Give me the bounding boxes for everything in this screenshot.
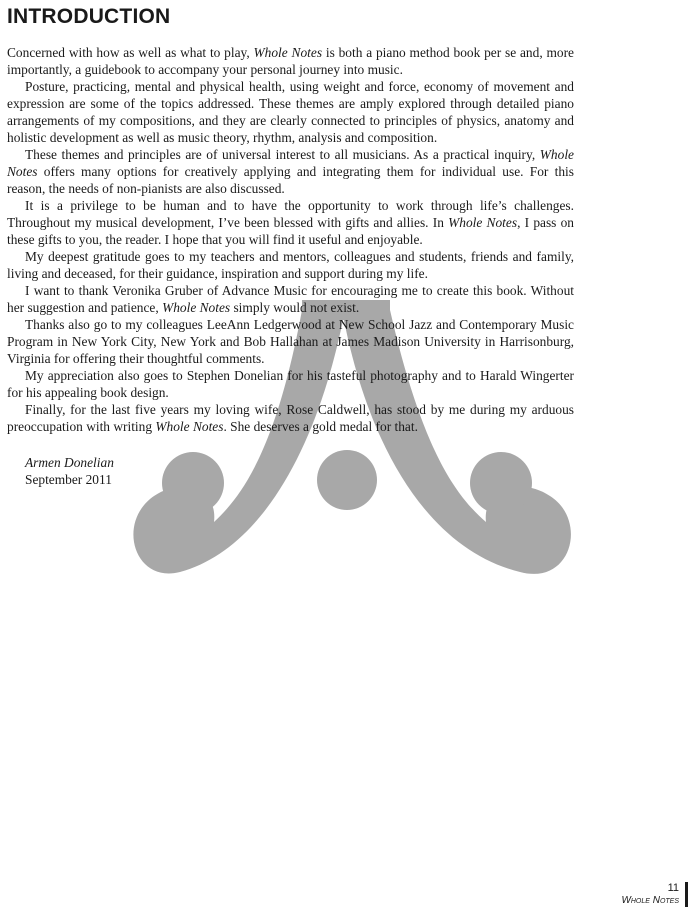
text-run: , I pass on these gifts to you, the reader. I hope that you will find it useful and enjoyable. [7, 215, 574, 247]
text-run: Thanks also go to my colleagues LeeAnn Ledgerwood at New School Jazz and Contemporary Music Program in New York City, New York and Bob Hallahan at James Madison University in Harrisonburg, Virginia for offering their thoughtful comments. [7, 317, 574, 366]
text-run: . She deserves a gold medal for that. [223, 419, 418, 434]
paragraph [7, 146, 574, 197]
text-run: Finally, for the last five years my loving wife, Rose Caldwell, has stood by me during my arduous preoccupation with writing [7, 402, 574, 434]
running-book-title: Whole Notes [621, 895, 679, 906]
page-number: 11 [667, 882, 679, 894]
page-footer [621, 882, 688, 907]
text-run: simply would not exist. [230, 300, 360, 315]
paragraph [7, 316, 574, 367]
text-run: is both a piano method book per se and, more importantly, a guidebook to accompany your personal journey into music. [7, 45, 574, 77]
paragraph [7, 197, 574, 248]
signature-block [25, 454, 114, 488]
book-title-italic: Whole Notes [155, 419, 224, 434]
signature-date: September 2011 [25, 472, 112, 487]
text-run: I want to thank Veronika Gruber of Advance Music for encouraging me to create this book. Without her suggestion and patience, [7, 283, 574, 315]
paragraph [7, 44, 574, 78]
paragraph [7, 367, 574, 401]
text-run: These themes and principles are of universal interest to all musicians. As a practical inquiry, [25, 147, 540, 162]
book-title-italic: Whole Notes [162, 300, 231, 315]
paragraph [7, 282, 574, 316]
book-title-italic: Whole Notes [7, 147, 574, 179]
page-title: INTRODUCTION [7, 5, 171, 28]
book-title-italic: Whole Notes [253, 45, 323, 60]
paragraph [7, 78, 574, 146]
paragraph [7, 248, 574, 282]
text-run: It is a privilege to be human and to have the opportunity to work through life’s challenges. Throughout my musical development, I’ve been blessed with gifts and allies. In [7, 198, 574, 230]
text-run: Posture, practicing, mental and physical health, using weight and force, economy of movement and expression are some of the topics addressed. These themes are amply explored through detailed piano arrangements of my compositions, and they are clearly connected to principles of physics, anatomy and holistic development as well as music theory, rhythm, analysis and composition. [7, 79, 574, 145]
paragraph [7, 401, 574, 435]
text-run: My appreciation also goes to Stephen Donelian for his tasteful photography and to Harald Wingerter for his appealing book design. [7, 368, 574, 400]
signature-name: Armen Donelian [25, 455, 114, 470]
introduction-body [7, 44, 574, 435]
text-run: offers many options for creatively applying and integrating them for individual use. For this reason, the needs of non-pianists are also discussed. [7, 164, 574, 196]
text-run: My deepest gratitude goes to my teachers and mentors, colleagues and students, friends and family, living and deceased, for their guidance, inspiration and support during my life. [7, 249, 574, 281]
text-run: Concerned with how as well as what to play, [7, 45, 254, 60]
book-title-italic: Whole Notes [448, 215, 518, 230]
